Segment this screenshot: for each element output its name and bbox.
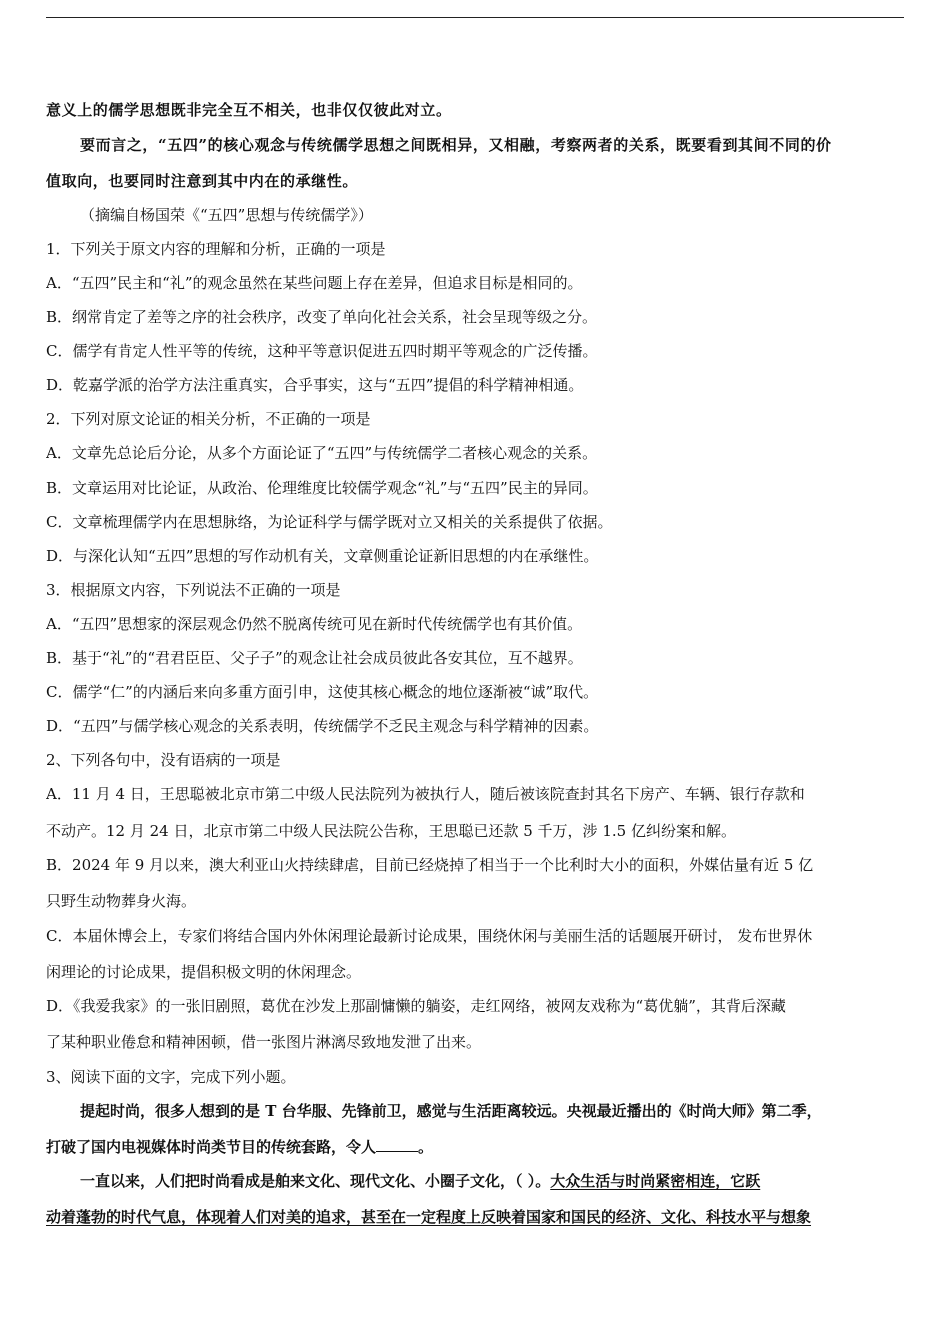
question-stem: 1．下列关于原文内容的理解和分析，正确的一项是 bbox=[46, 240, 386, 258]
option-a: A．文章先总论后分论，从多个方面论证了“五四”与传统儒学二者核心观念的关系。 bbox=[46, 444, 598, 462]
option-c-cont: 闲理论的讨论成果，提倡积极文明的休闲理念。 bbox=[46, 963, 362, 981]
option-a-cont: 不动产。12 月 24 日，北京市第二中级人民法院公告称，王思聪已还款 5 千万，涉 1.5 亿纠纷案和解。 bbox=[46, 822, 736, 840]
option-a: A．11 月 4 日，王思聪被北京市第二中级人民法院列为被执行人，随后被该院查封其名下房产、车辆、银行存款和 bbox=[46, 785, 805, 803]
fill-blank bbox=[376, 1137, 418, 1152]
passage-line: 意义上的儒学思想既非完全互不相关，也非仅仅彼此对立。 bbox=[46, 101, 452, 119]
passage-line: 要而言之，“五四”的核心观念与传统儒学思想之间既相异，又相融，考察两者的关系，既要看到其间不同的价 bbox=[80, 136, 832, 154]
source-citation: （摘编自杨国荣《“五四”思想与传统儒学》） bbox=[80, 206, 373, 224]
passage-text: 。 bbox=[418, 1138, 434, 1156]
option-d: D．“五四”与儒学核心观念的关系表明，传统儒学不乏民主观念与科学精神的因素。 bbox=[46, 717, 599, 735]
question-stem: 2、下列各句中，没有语病的一项是 bbox=[46, 751, 281, 769]
option-b-cont: 只野生动物葬身火海。 bbox=[46, 892, 197, 910]
underlined-passage-line: 动着蓬勃的时代气息，体现着人们对美的追求，甚至在一定程度上反映着国家和国民的经济、文化、科技水平与想象 bbox=[46, 1208, 812, 1226]
option-a: A．“五四”思想家的深层观念仍然不脱离传统可见在新时代传统儒学也有其价值。 bbox=[46, 615, 583, 633]
option-d: D．与深化认知“五四”思想的写作动机有关，文章侧重论证新旧思想的内在承继性。 bbox=[46, 547, 599, 565]
passage-line bbox=[46, 1136, 904, 1158]
question-stem: 2．下列对原文论证的相关分析，不正确的一项是 bbox=[46, 410, 371, 428]
option-b: B．2024 年 9 月以来，澳大利亚山火持续肆虐，目前已经烧掉了相当于一个比利时大小的面积，外媒估量有近 5 亿 bbox=[46, 856, 814, 874]
option-a: A．“五四”民主和“礼”的观念虽然在某些问题上存在差异，但追求目标是相同的。 bbox=[46, 274, 583, 292]
option-b: B．文章运用对比论证，从政治、伦理维度比较儒学观念“礼”与“五四”民主的异同。 bbox=[46, 479, 598, 497]
underlined-text: 大众生活与时尚紧密相连，它跃 bbox=[550, 1172, 761, 1190]
option-b: B．基于“礼”的“君君臣臣、父子子”的观念让社会成员彼此各安其位，互不越界。 bbox=[46, 649, 583, 667]
passage-line: 提起时尚，很多人想到的是 T 台华服、先锋前卫，感觉与生活距离较远。央视最近播出的《时尚大师》第二季， bbox=[80, 1102, 822, 1120]
option-c: C．儒学有肯定人性平等的传统，这种平等意识促进五四时期平等观念的广泛传播。 bbox=[46, 342, 598, 360]
option-c: C．文章梳理儒学内在思想脉络，为论证科学与儒学既对立又相关的关系提供了依据。 bbox=[46, 513, 613, 531]
section-heading: 3、阅读下面的文字，完成下列小题。 bbox=[46, 1068, 296, 1086]
passage-line bbox=[80, 1170, 904, 1192]
option-d: D．乾嘉学派的治学方法注重真实，合乎事实，这与“五四”提倡的科学精神相通。 bbox=[46, 376, 584, 394]
option-c: C．本届休博会上，专家们将结合国内外休闲理论最新讨论成果，围绕休闲与美丽生活的话题展开研讨， 发布世界休 bbox=[46, 927, 813, 945]
header-rule bbox=[46, 17, 904, 18]
option-b: B．纲常肯定了差等之序的社会秩序，改变了单向化社会关系，社会呈现等级之分。 bbox=[46, 308, 598, 326]
option-c: C．儒学“仁”的内涵后来向多重方面引申，这使其核心概念的地位逐渐被“诚”取代。 bbox=[46, 683, 599, 701]
option-d: D．《我爱我家》的一张旧剧照，葛优在沙发上那副慵懒的躺姿，走红网络，被网友戏称为“葛优躺”，其背后深藏 bbox=[46, 997, 786, 1015]
passage-text: 一直以来，人们把时尚看成是舶来文化、现代文化、小圈子文化，（ ）。 bbox=[80, 1172, 551, 1190]
option-d-cont: 了某种职业倦怠和精神困顿，借一张图片淋漓尽致地发泄了出来。 bbox=[46, 1033, 482, 1051]
passage-line: 值取向，也要同时注意到其中内在的承继性。 bbox=[46, 172, 359, 190]
question-stem: 3．根据原文内容，下列说法不正确的一项是 bbox=[46, 581, 341, 599]
passage-text: 打破了国内电视媒体时尚类节目的传统套路，令人 bbox=[46, 1138, 377, 1156]
